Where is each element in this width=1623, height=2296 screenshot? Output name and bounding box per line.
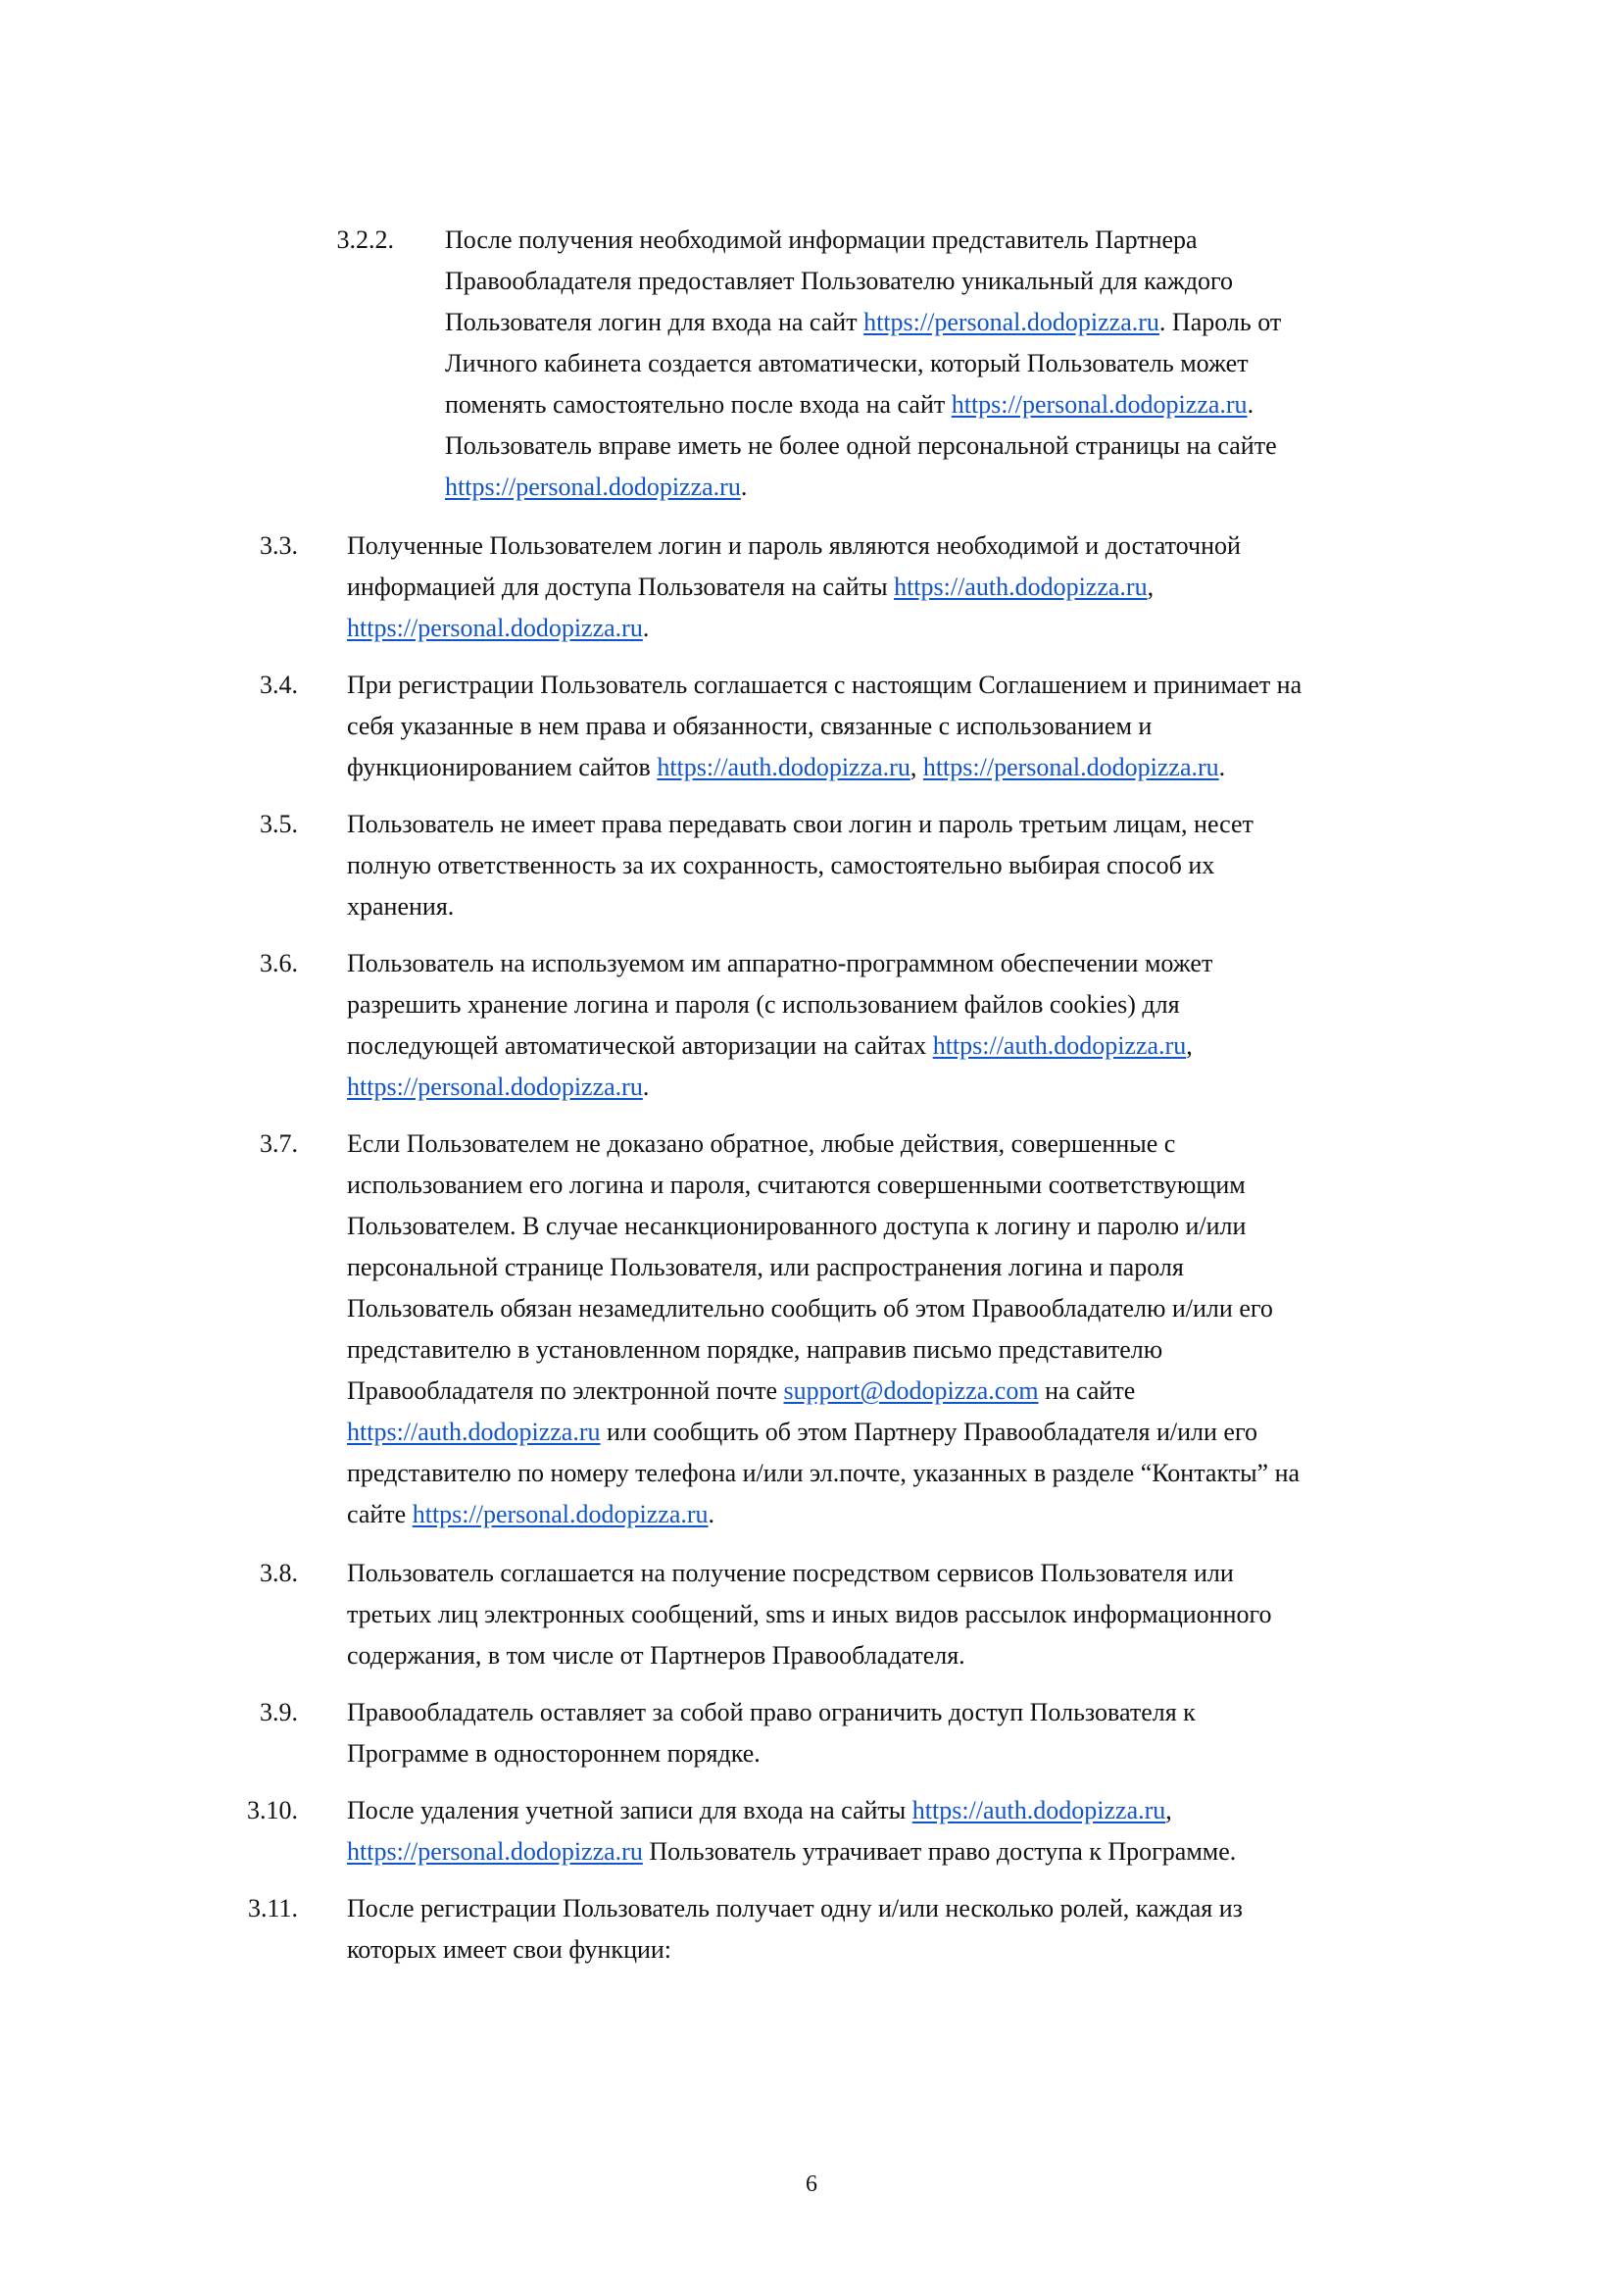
personal-site-link[interactable]: https://personal.dodopizza.ru bbox=[347, 614, 643, 642]
clause-text bbox=[347, 943, 1212, 1108]
clause-text bbox=[347, 1553, 1272, 1676]
clause-text bbox=[347, 1123, 1300, 1535]
clause-number: 3.6. bbox=[260, 949, 298, 977]
clause-3-4 bbox=[216, 665, 1302, 788]
clause-text bbox=[445, 220, 1281, 508]
text-line: третьих лиц электронных сообщений, sms и иных видов рассылок информационного bbox=[347, 1600, 1272, 1628]
text-line: Правообладателя предоставляет Пользователю уникальный для каждого bbox=[445, 267, 1234, 295]
clause-text bbox=[347, 804, 1254, 927]
clause-3-10 bbox=[216, 1790, 1236, 1872]
text-line: содержания, в том числе от Партнеров Правообладателя. bbox=[347, 1641, 965, 1670]
text-line: Если Пользователем не доказано обратное, любые действия, совершенные с bbox=[347, 1129, 1176, 1158]
clause-text bbox=[347, 1790, 1236, 1872]
text-line: разрешить хранение логина и пароля (с использованием файлов cookies) для bbox=[347, 990, 1180, 1019]
clause-3-11 bbox=[216, 1888, 1243, 1971]
clause-3-7 bbox=[216, 1123, 1300, 1535]
text-line: функционированием сайтов https://auth.dodopizza.ru, https://personal.dodopizza.ru. bbox=[347, 753, 1226, 781]
text-line: полную ответственность за их сохранность, самостоятельно выбирая способ их bbox=[347, 851, 1215, 879]
personal-site-link[interactable]: https://personal.dodopizza.ru bbox=[951, 390, 1248, 419]
clause-text bbox=[347, 665, 1302, 788]
auth-site-link[interactable]: https://auth.dodopizza.ru bbox=[911, 1796, 1166, 1824]
text-line: поменять самостоятельно после входа на сайт https://personal.dodopizza.ru. bbox=[445, 390, 1254, 419]
text-line: Пользователь обязан незамедлительно сообщить об этом Правообладателю и/или его bbox=[347, 1294, 1273, 1323]
text-line: После удаления учетной записи для входа на сайты https://auth.dodopizza.ru, bbox=[347, 1796, 1172, 1824]
text-line: После регистрации Пользователь получает одну и/или несколько ролей, каждая из bbox=[347, 1894, 1243, 1922]
text-line: представителю по номеру телефона и/или эл.почте, указанных в разделе “Контакты” на bbox=[347, 1459, 1301, 1487]
clause-number: 3.3. bbox=[260, 531, 298, 560]
text-line: Пользователь вправе иметь не более одной персональной страницы на сайте bbox=[445, 431, 1277, 460]
text-line: Пользователь соглашается на получение посредством сервисов Пользователя или bbox=[347, 1559, 1234, 1587]
auth-site-link[interactable]: https://auth.dodopizza.ru bbox=[894, 573, 1148, 601]
text-line: сайте https://personal.dodopizza.ru. bbox=[347, 1500, 715, 1528]
clause-number: 3.10. bbox=[247, 1796, 298, 1824]
clause-number: 3.5. bbox=[260, 810, 298, 838]
personal-site-link[interactable]: https://personal.dodopizza.ru bbox=[347, 1073, 643, 1101]
clause-3-8 bbox=[216, 1553, 1272, 1676]
clause-3-6 bbox=[216, 943, 1212, 1108]
text-line: https://personal.dodopizza.ru. bbox=[347, 1073, 650, 1101]
text-line: Правообладатель оставляет за собой право ограничить доступ Пользователя к bbox=[347, 1698, 1196, 1726]
text-line: использованием его логина и пароля, считаются совершенными соответствующим bbox=[347, 1171, 1246, 1199]
text-line: Личного кабинета создается автоматически, который Пользователь может bbox=[445, 349, 1249, 377]
text-line: персональной странице Пользователя, или распространения логина и пароля bbox=[347, 1253, 1184, 1281]
text-line: представителю в установленном порядке, направив письмо представителю bbox=[347, 1335, 1163, 1364]
personal-site-link[interactable]: https://personal.dodopizza.ru bbox=[445, 473, 741, 501]
clause-3-5 bbox=[216, 804, 1254, 927]
clause-number: 3.7. bbox=[260, 1129, 298, 1158]
text-line: При регистрации Пользователь соглашается с настоящим Соглашением и принимает на bbox=[347, 671, 1303, 699]
clause-number: 3.11. bbox=[247, 1894, 298, 1922]
clause-number: 3.4. bbox=[260, 671, 298, 699]
auth-site-link[interactable]: https://auth.dodopizza.ru bbox=[657, 753, 910, 781]
text-line: Пользователем. В случае несанкционированного доступа к логину и паролю и/или bbox=[347, 1212, 1247, 1240]
text-line: себя указанные в нем права и обязанности, связанные с использованием и bbox=[347, 712, 1153, 740]
page-number: 6 bbox=[806, 2171, 817, 2197]
text-line: Пользователя логин для входа на сайт https://personal.dodopizza.ru. Пароль от bbox=[445, 308, 1282, 336]
clause-text bbox=[347, 1888, 1243, 1971]
auth-site-link[interactable]: https://auth.dodopizza.ru bbox=[932, 1031, 1187, 1060]
text-line: последующей автоматической авторизации на сайтах https://auth.dodopizza.ru, bbox=[347, 1031, 1193, 1060]
clause-3-2-2 bbox=[314, 220, 1281, 508]
personal-site-link[interactable]: https://personal.dodopizza.ru bbox=[863, 308, 1159, 336]
text-line: хранения. bbox=[347, 892, 455, 921]
personal-site-link[interactable]: https://personal.dodopizza.ru bbox=[922, 753, 1219, 781]
clause-number: 3.2.2. bbox=[336, 225, 394, 254]
text-line: Полученные Пользователем логин и пароль являются необходимой и достаточной bbox=[347, 531, 1241, 560]
text-line: Правообладателя по электронной почте support@dodopizza.com на сайте bbox=[347, 1376, 1136, 1405]
clause-text bbox=[347, 525, 1241, 649]
text-line: Пользователь на используемом им аппаратно-программном обеспечении может bbox=[347, 949, 1213, 977]
text-line: https://personal.dodopizza.ru. bbox=[445, 473, 748, 501]
text-line: Пользователь не имеет права передавать свои логин и пароль третьим лицам, несет bbox=[347, 810, 1254, 838]
text-line: Программе в одностороннем порядке. bbox=[347, 1739, 761, 1768]
clause-3-3 bbox=[216, 525, 1241, 649]
text-line: https://personal.dodopizza.ru. bbox=[347, 614, 650, 642]
text-line: https://personal.dodopizza.ru Пользователь утрачивает право доступа к Программе. bbox=[347, 1837, 1237, 1866]
personal-site-link[interactable]: https://personal.dodopizza.ru bbox=[412, 1500, 709, 1528]
personal-site-link[interactable]: https://personal.dodopizza.ru bbox=[347, 1837, 643, 1866]
text-line: которых имеет свои функции: bbox=[347, 1935, 672, 1964]
text-line: https://auth.dodopizza.ru или сообщить об этом Партнеру Правообладателя и/или его bbox=[347, 1418, 1257, 1446]
clause-number: 3.9. bbox=[260, 1698, 298, 1726]
clause-text bbox=[347, 1692, 1196, 1774]
clause-number: 3.8. bbox=[260, 1559, 298, 1587]
email-link[interactable]: support@dodopizza.com bbox=[783, 1376, 1039, 1405]
text-line: После получения необходимой информации представитель Партнера bbox=[445, 225, 1198, 254]
auth-site-link[interactable]: https://auth.dodopizza.ru bbox=[347, 1418, 601, 1446]
clause-3-9 bbox=[216, 1692, 1196, 1774]
text-line: информацией для доступа Пользователя на сайты https://auth.dodopizza.ru, bbox=[347, 573, 1155, 601]
